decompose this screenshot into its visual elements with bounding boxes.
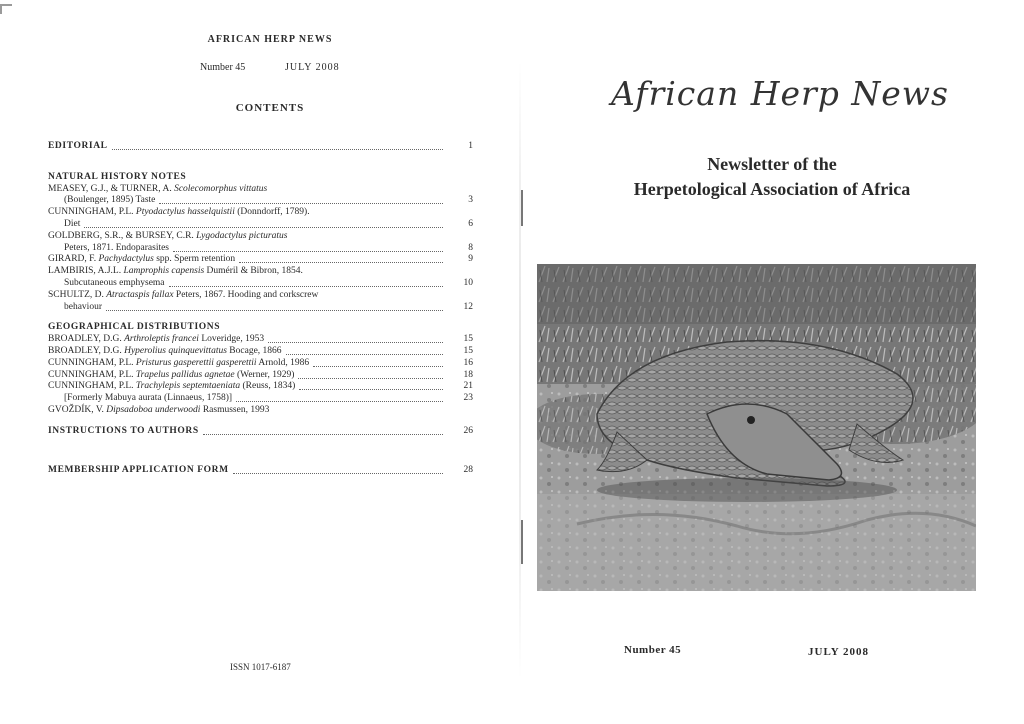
toc-section-heading [48, 321, 473, 333]
toc-title-rest: Bocage, 1866 [226, 346, 282, 356]
toc-page-number: 15 [463, 346, 473, 356]
toc-entry-text: MEMBERSHIP APPLICATION FORM [48, 464, 229, 475]
toc-entry-text: EDITORIAL [48, 141, 108, 151]
toc-leader-dots [239, 262, 443, 263]
toc-entry-text [48, 265, 305, 277]
toc-entry-text: Diet [48, 218, 82, 230]
subtitle-line-1: Newsletter of the [707, 154, 837, 174]
toc-species-name: Hyperolius quinquevittatus [124, 346, 227, 356]
toc-page-number: 12 [463, 301, 473, 312]
toc-author: MEASEY, G.J., & TURNER, A. [48, 183, 175, 194]
toc-species-name: Lamprophis capensis [123, 266, 205, 277]
toc-entry-text [48, 380, 297, 392]
toc-species-name: Scolecomorphus vittatus [174, 183, 268, 194]
toc-leader-dots [299, 389, 443, 390]
toc-leader-dots [286, 354, 443, 355]
toc-section-heading [48, 140, 473, 152]
cover-issue-number: Number 45 [624, 644, 682, 656]
toc-author: GVOŽDÍK, V. [48, 405, 107, 415]
toc-title-rest: Rasmussen, 1993 [200, 405, 270, 415]
toc-author: LAMBIRIS, A.J.L. [48, 266, 124, 277]
toc-leader-dots [203, 434, 443, 435]
issn-number: ISSN 1017-6187 [230, 662, 291, 672]
toc-entry [48, 357, 473, 369]
toc-entry [48, 369, 473, 381]
toc-entry [48, 242, 473, 254]
toc-author: CUNNINGHAM, P.L. [48, 357, 136, 368]
toc-section-heading [48, 425, 473, 437]
toc-title-rest: Peters, 1867. Hooding and corkscrew [173, 289, 319, 300]
toc-entry-text [48, 333, 266, 345]
toc-entry-text [48, 206, 312, 218]
toc-leader-dots [112, 149, 443, 150]
toc-leader-dots [159, 203, 443, 204]
toc-page-number: 18 [463, 369, 473, 380]
toc-author: GOLDBERG, S.R., & BURSEY, C.R. [48, 230, 197, 241]
toc-entry-text: [Formerly Mabuya aurata (Linnaeus, 1758)] [48, 392, 234, 404]
toc-species-name: Ptyodactylus hasselquistii [135, 207, 235, 218]
toc-entry [48, 277, 473, 289]
toc-entry-text: NATURAL HISTORY NOTES [48, 171, 187, 182]
toc-entry-text [48, 345, 284, 357]
toc-title-rest: Loveridge, 1953 [198, 334, 265, 345]
toc-species-name: Trachylepis septemtaeniata [135, 381, 241, 392]
toc-species-name: Pachydactylus [98, 254, 154, 265]
toc-entry-text: INSTRUCTIONS TO AUTHORS [48, 425, 199, 436]
toc-section-heading [48, 171, 473, 183]
toc-page-number: 21 [463, 381, 473, 392]
running-header-issue-number: Number 45 [200, 62, 246, 73]
toc-leader-dots [84, 227, 443, 228]
toc-entry [48, 345, 473, 357]
toc-page-number: 28 [463, 464, 473, 475]
toc-species-name: Dipsadoboa underwoodi [106, 405, 201, 415]
toc-entry [48, 230, 473, 242]
toc-entry [48, 206, 473, 218]
cover-page [520, 0, 1024, 724]
toc-species-name: Lygodactylus picturatus [196, 230, 288, 241]
toc-page-number: 9 [468, 254, 473, 265]
toc-leader-dots [268, 342, 443, 343]
toc-page-number: 16 [463, 357, 473, 368]
toc-leader-dots [313, 366, 443, 367]
toc-author: CUNNINGHAM, P.L. [48, 381, 136, 392]
toc-author: GIRARD, F. [48, 254, 99, 265]
toc-entry [48, 265, 473, 277]
toc-entry [48, 392, 473, 404]
toc-entry [48, 301, 473, 313]
toc-author: CUNNINGHAM, P.L. [48, 369, 136, 380]
toc-author: BROADLEY, D.G. [48, 334, 125, 345]
crocodile-photo [537, 264, 976, 591]
toc-page-number: 3 [468, 195, 473, 206]
toc-entry [48, 253, 473, 265]
toc-entry [48, 404, 473, 416]
toc-entry [48, 194, 473, 206]
toc-page-number: 23 [463, 393, 473, 404]
toc-page-number: 10 [463, 278, 473, 288]
toc-page-number: 26 [463, 425, 473, 436]
toc-species-name: Arthroleptis francei [124, 334, 199, 345]
toc-entry-text [48, 357, 311, 369]
toc-entry-text [48, 404, 271, 416]
toc-entry-text: GEOGRAPHICAL DISTRIBUTIONS [48, 322, 221, 333]
toc-leader-dots [169, 286, 443, 287]
toc-page-number: 8 [468, 242, 473, 253]
toc-species-name: Pristurus gasperettii gasperettii [135, 357, 257, 368]
toc-entry [48, 183, 473, 195]
toc-entry-text [48, 230, 289, 242]
toc-title-rest: (Werner, 1929) [234, 369, 295, 380]
toc-page-number: 15 [463, 334, 473, 345]
toc-entry-text: Subcutaneous emphysema [48, 277, 167, 289]
toc-section-heading [48, 464, 473, 476]
toc-entry-text [48, 183, 269, 195]
toc-page-number: 6 [468, 219, 473, 229]
running-header-title: AFRICAN HERP NEWS [207, 34, 333, 45]
toc-entry [48, 380, 473, 392]
toc-leader-dots [233, 473, 443, 474]
toc-title-rest: Arnold, 1986 [256, 357, 310, 368]
toc-species-name: Trapelus pallidus agnetae [135, 369, 235, 380]
toc-species-name: Atractaspis fallax [106, 289, 174, 300]
toc-entry-text: Peters, 1871. Endoparasites [48, 242, 171, 254]
cover-subtitle [520, 152, 1024, 202]
toc-author: SCHULTZ, D. [48, 289, 107, 300]
crocodile-photo-graphic [537, 264, 976, 591]
masthead: African Herp News [611, 74, 949, 113]
toc-leader-dots [173, 251, 443, 252]
contents-heading: CONTENTS [235, 102, 305, 114]
toc-author: BROADLEY, D.G. [48, 346, 125, 356]
toc-entry-text [48, 289, 320, 301]
toc-title-rest: spp. Sperm retention [153, 254, 236, 265]
toc-entry [48, 218, 473, 230]
toc-author: CUNNINGHAM, P.L. [48, 207, 136, 218]
toc-leader-dots [298, 378, 443, 379]
toc-entry-text [48, 369, 296, 381]
toc-entry [48, 333, 473, 345]
toc-title-rest: Duméril & Bibron, 1854. [204, 266, 303, 277]
toc-entry [48, 289, 473, 301]
toc-leader-dots [106, 310, 443, 311]
subtitle-line-2: Herpetological Association of Africa [633, 179, 911, 199]
toc-leader-dots [236, 401, 443, 402]
toc-title-rest: (Reuss, 1834) [240, 381, 296, 392]
toc-entry-text: behaviour [48, 301, 104, 313]
toc-page-number: 1 [468, 141, 473, 151]
cover-issue-date: JULY 2008 [808, 646, 870, 658]
toc-title-rest: (Donndorff, 1789). [234, 207, 310, 218]
toc-entry-text: (Boulenger, 1895) Taste [48, 194, 157, 206]
running-header-issue-date: JULY 2008 [285, 62, 340, 73]
toc-entry-text [48, 253, 237, 265]
contents-page [0, 0, 500, 724]
